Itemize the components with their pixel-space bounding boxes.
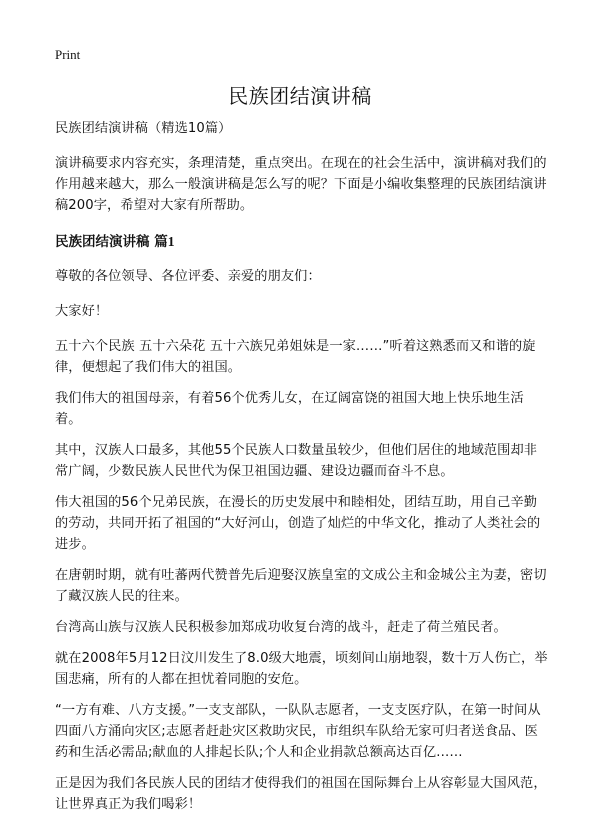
document-subtitle: 民族团结演讲稿（精选10篇） bbox=[55, 121, 232, 136]
intro-paragraph: 演讲稿要求内容充实，条理清楚，重点突出。在现在的社会生活中，演讲稿对我们的作用越来越大，那么一般演讲稿是怎么写的呢？下面是小编收集整理的民族团结演讲稿200字，希望对大家有所帮助。 bbox=[55, 156, 547, 213]
body-paragraph: 就在2008年5月12日汶川发生了8.0级大地震，顷刻间山崩地裂，数十万人伤亡，举国悲痛，所有的人都在担忧着同胞的安危。 bbox=[55, 651, 548, 687]
body-paragraph: 伟大祖国的56个兄弟民族，在漫长的历史发展中和睦相处，团结互助，用自己辛勤的劳动，共同开拓了祖国的“大好河山，创造了灿烂的中华文化，推动了人类社会的进步。 bbox=[55, 495, 541, 552]
print-link[interactable]: Print bbox=[55, 47, 81, 62]
body-paragraph: 在唐朝时期，就有吐蕃两代赞普先后迎娶汉族皇室的文成公主和金城公主为妻，密切了藏汉族人民的往来。 bbox=[55, 568, 547, 604]
body-paragraph: 台湾高山族与汉族人民积极参加郑成功收复台湾的战斗，赶走了荷兰殖民者。 bbox=[55, 620, 507, 635]
body-paragraph: 五十六个民族 五十六朵花 五十六族兄弟姐妹是一家……”听着这熟悉而又和谐的旋律，便想起了我们伟大的祖国。 bbox=[55, 339, 536, 375]
document-body bbox=[55, 118, 549, 825]
body-paragraph: 正是因为我们各民族人民的团结才使得我们的祖国在国际舞台上从容彰显大国风范，让世界真正为我们喝彩！ bbox=[55, 776, 547, 812]
salutation: 尊敬的各位领导、各位评委、亲爱的朋友们： bbox=[55, 269, 321, 284]
section-heading-number: 1 bbox=[167, 234, 175, 249]
greeting: 大家好！ bbox=[55, 304, 109, 319]
section-heading bbox=[55, 231, 549, 253]
body-paragraph: “一方有难、八方支援。”一支支部队，一队队志愿者，一支支医疗队，在第一时间从四面八方涌向灾区;志愿者赶赴灾区救助灾民，市组织车队给无家可归者送食品、医药和生活必需品;献血的人排起长队;个人和企业捐款总额高达百亿…… bbox=[55, 703, 541, 760]
section-heading-text: 民族团结演讲稿 篇 bbox=[55, 234, 168, 250]
body-paragraph: 我们伟大的祖国母亲，有着56个优秀儿女，在辽阔富饶的祖国大地上快乐地生活着。 bbox=[55, 391, 524, 427]
body-paragraph: 其中，汉族人口最多，其他55个民族人口数量虽较少，但他们居住的地域范围却非常广阔，少数民族人民世代为保卫祖国边疆、建设边疆而奋斗不息。 bbox=[55, 443, 538, 479]
document-title: 民族团结演讲稿 bbox=[228, 84, 372, 108]
